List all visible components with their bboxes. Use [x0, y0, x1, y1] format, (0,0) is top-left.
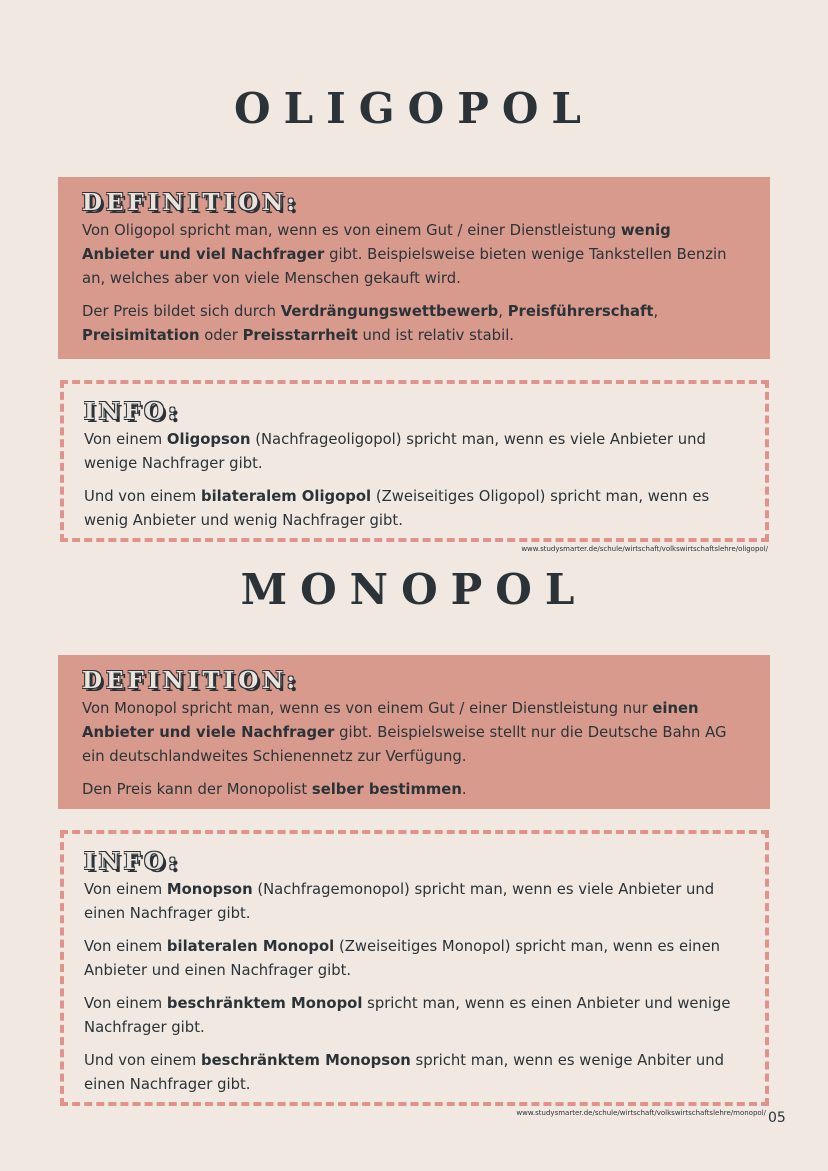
monopol-info-text-4: Und von einem beschränktem Monopson spricht man, wenn es wenige Anbiter und einen Nachfrager gibt. — [84, 1052, 724, 1093]
monopol-definition-text-2: Den Preis kann der Monopolist selber bestimmen. — [82, 781, 467, 798]
oligopol-source-url: www.studysmarter.de/schule/wirtschaft/volkswirtschaftslehre/oligopol/ — [521, 545, 768, 553]
oligopol-info-text-2: Und von einem bilateralem Oligopol (Zweiseitiges Oligopol) spricht man, wenn es wenig Anbieter und wenig Nachfrager gibt. — [84, 488, 710, 529]
monopol-definition-box — [58, 655, 770, 809]
monopol-info-text-1: Von einem Monopson (Nachfragemonopol) spricht man, wenn es viele Anbieter und einen Nachfrager gibt. — [84, 881, 715, 922]
oligopol-definition-text-2: Der Preis bildet sich durch Verdrängungswettbewerb, Preisführerschaft, Preisimitation oder Preisstarrheit und ist relativ stabil. — [82, 303, 659, 344]
monopol-info-text-3: Von einem beschränktem Monopol spricht man, wenn es einen Anbieter und wenige Nachfrager gibt. — [84, 995, 731, 1036]
monopol-info-text-2: Von einem bilateralen Monopol (Zweiseitiges Monopol) spricht man, wenn es einen Anbieter und einen Nachfrager gibt. — [84, 938, 721, 979]
page-number: 05 — [768, 1110, 786, 1126]
monopol-definition-text-1: Von Monopol spricht man, wenn es von einem Gut / einer Dienstleistung nur einen Anbieter und viele Nachfrager gibt. Beispielsweise stellt nur die Deutsche Bahn AG ein deutschlandweites Schienennetz zur Verfügung. — [82, 700, 727, 765]
oligopol-definition-text-1: Von Oligopol spricht man, wenn es von einem Gut / einer Dienstleistung wenig Anbieter und viel Nachfrager gibt. Beispielsweise bieten wenige Tankstellen Benzin an, welches aber von viele Menschen gekauft wird. — [82, 222, 727, 287]
monopol-definition-heading: DEFINITION: — [82, 667, 299, 694]
monopol-info-heading: INFO: — [84, 848, 181, 875]
oligopol-title: OLIGOPOL — [234, 84, 594, 133]
oligopol-info-text-1: Von einem Oligopson (Nachfrageoligopol) spricht man, wenn es viele Anbieter und wenige Nachfrager gibt. — [84, 431, 706, 472]
monopol-title: MONOPOL — [240, 565, 588, 614]
monopol-info-box — [60, 830, 769, 1106]
oligopol-definition-heading: DEFINITION: — [82, 189, 299, 216]
monopol-source-url: www.studysmarter.de/schule/wirtschaft/volkswirtschaftslehre/monopol/ — [516, 1109, 766, 1117]
oligopol-info-heading: INFO: — [84, 398, 181, 425]
oligopol-definition-box — [58, 177, 770, 359]
oligopol-info-box — [60, 380, 769, 542]
